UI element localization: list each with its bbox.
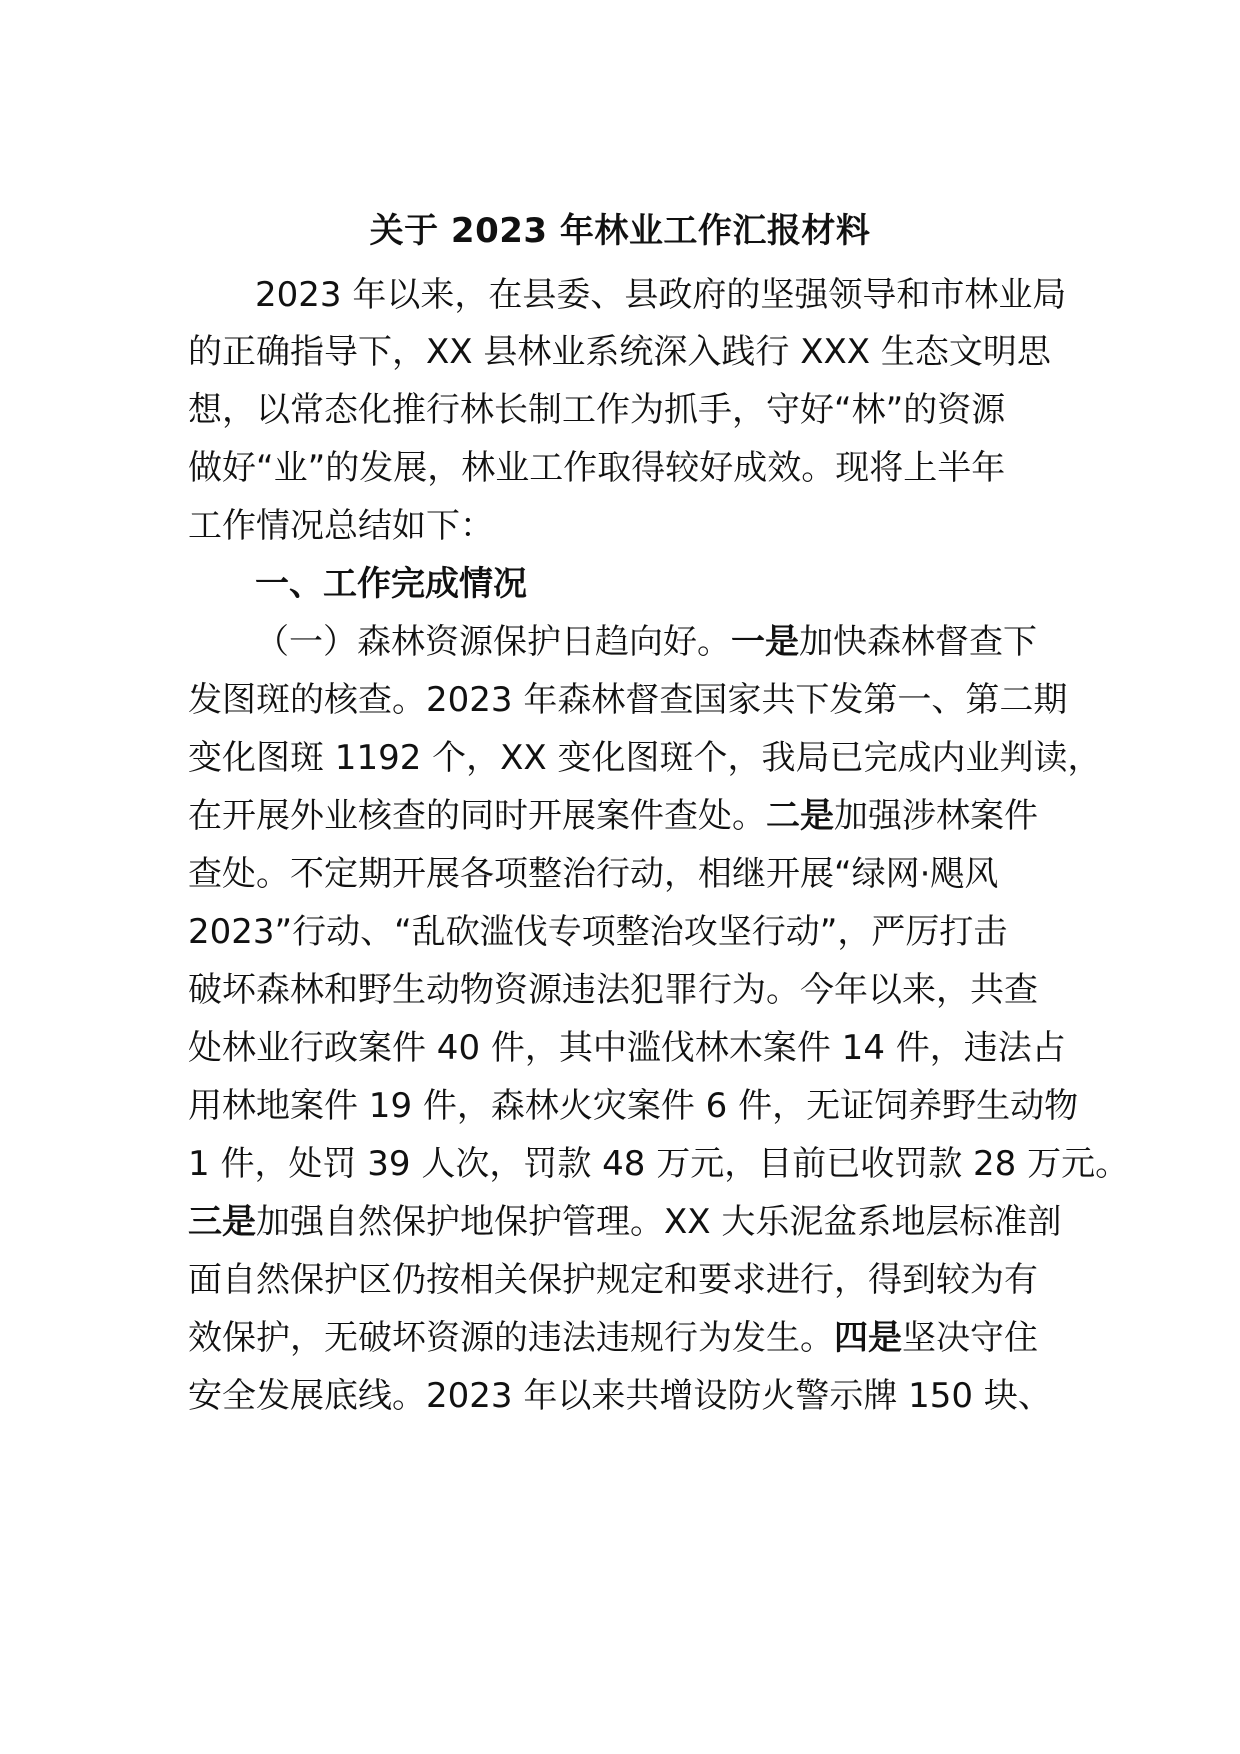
subsection-heading: （一）森林资源保护日趋向好。 — [255, 622, 731, 662]
paragraph-line: 变化图斑 1192 个，XX 变化图斑个，我局已完成内业判读， — [188, 738, 1102, 778]
paragraph-text: 加强自然保护地保护管理。XX 大乐泥盆系地层标准剖 — [256, 1202, 1062, 1242]
paragraph-line: 发图斑的核查。2023 年森林督查国家共下发第一、第二期 — [188, 680, 1068, 720]
paragraph-line: 想，以常态化推行林长制工作为抓手，守好“林”的资源 — [188, 390, 1006, 430]
paragraph-line: 2023 年以来，在县委、县政府的坚强领导和市林业局 — [255, 275, 1067, 315]
paragraph-text: 加强涉林案件 — [834, 796, 1038, 836]
paragraph-line: 的正确指导下，XX 县林业系统深入践行 XXX 生态文明思 — [188, 332, 1051, 372]
paragraph-text: 坚决守住 — [902, 1318, 1038, 1358]
emphasis-label: 四是 — [834, 1318, 902, 1358]
paragraph-line: 安全发展底线。2023 年以来共增设防火警示牌 150 块、 — [188, 1376, 1052, 1416]
paragraph-text: 在开展外业核查的同时开展案件查处。 — [188, 796, 766, 836]
paragraph-line — [188, 1313, 1038, 1363]
paragraph-line: 处林业行政案件 40 件，其中滥伐林木案件 14 件，违法占 — [188, 1028, 1066, 1068]
paragraph-line — [188, 1197, 1061, 1247]
paragraph-line: 1 件，处罚 39 人次，罚款 48 万元，目前已收罚款 28 万元。 — [188, 1144, 1130, 1184]
paragraph-line: 做好“业”的发展，林业工作取得较好成效。现将上半年 — [188, 448, 1006, 488]
emphasis-label: 一是 — [731, 622, 799, 662]
paragraph-line: 用林地案件 19 件，森林火灾案件 6 件，无证饲养野生动物 — [188, 1086, 1079, 1126]
paragraph-line — [255, 617, 1037, 667]
paragraph-line: 工作情况总结如下： — [188, 506, 494, 546]
emphasis-label: 二是 — [766, 796, 834, 836]
paragraph-line: 查处。不定期开展各项整治行动，相继开展“绿网·飓风 — [188, 854, 999, 894]
paragraph-line: 2023”行动、“乱砍滥伐专项整治攻坚行动”，严厉打击 — [188, 912, 1008, 952]
paragraph-line: 面自然保护区仍按相关保护规定和要求进行，得到较为有 — [188, 1260, 1038, 1300]
paragraph-line: 破坏森林和野生动物资源违法犯罪行为。今年以来，共查 — [188, 970, 1038, 1010]
document-title: 关于 2023 年林业工作汇报材料 — [369, 211, 871, 251]
paragraph-line — [188, 791, 1038, 841]
paragraph-text: 加快森林督查下 — [799, 622, 1037, 662]
section-heading: 一、工作完成情况 — [255, 564, 527, 604]
emphasis-label: 三是 — [188, 1202, 256, 1242]
paragraph-text: 效保护，无破坏资源的违法违规行为发生。 — [188, 1318, 834, 1358]
